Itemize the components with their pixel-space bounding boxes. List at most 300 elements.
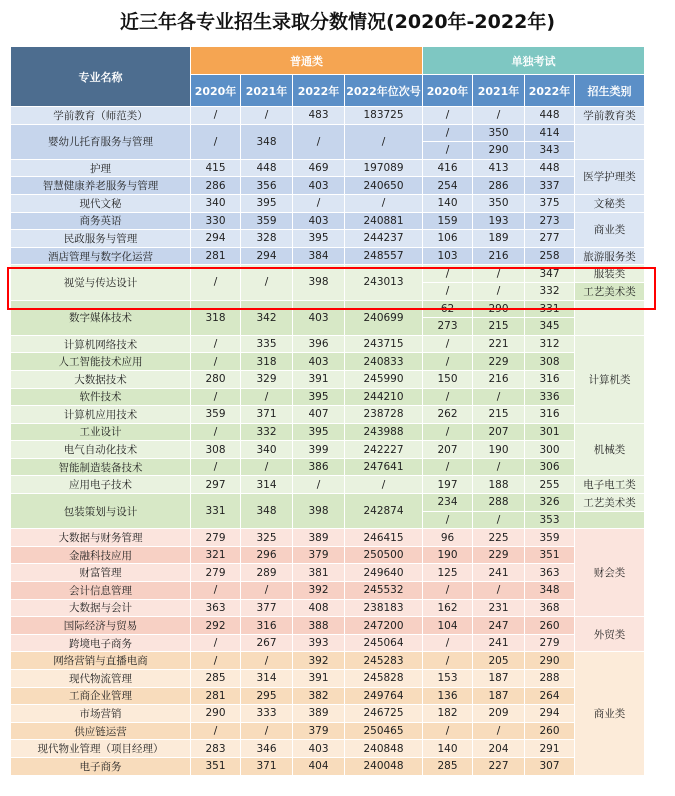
major-name: 酒店管理与数字化运营 <box>11 247 191 265</box>
general-2020: 285 <box>191 670 241 688</box>
major-name: 计算机网络技术 <box>11 335 191 353</box>
general-2021: 316 <box>241 617 293 635</box>
separate-2020: 103 <box>423 247 473 265</box>
major-name: 智慧健康养老服务与管理 <box>11 177 191 195</box>
general-2021: 348 <box>241 124 293 159</box>
general-2021: 359 <box>241 212 293 230</box>
separate-2022: 331 <box>525 300 575 318</box>
separate-2021: 229 <box>473 546 525 564</box>
table-row <box>11 335 645 353</box>
separate-2022: 301 <box>525 423 575 441</box>
table-row <box>11 652 645 670</box>
general-2021: 329 <box>241 370 293 388</box>
general-2020: 279 <box>191 564 241 582</box>
general-2020: / <box>191 634 241 652</box>
general-2021: 328 <box>241 230 293 248</box>
general-rank: 250500 <box>345 546 423 564</box>
major-name: 现代物流管理 <box>11 670 191 688</box>
header-separate-2021: 2021年 <box>473 75 525 107</box>
major-name: 现代物业管理（项目经理） <box>11 740 191 758</box>
general-2021: 289 <box>241 564 293 582</box>
general-rank: 197089 <box>345 159 423 177</box>
general-2020: 294 <box>191 230 241 248</box>
table-row <box>11 529 645 547</box>
separate-2021: 204 <box>473 740 525 758</box>
separate-2020: / <box>423 652 473 670</box>
table-row <box>11 194 645 212</box>
category-cell: 机械类 <box>575 423 645 476</box>
major-name: 软件技术 <box>11 388 191 406</box>
page-title: 近三年各专业招生录取分数情况(2020年-2022年) <box>119 11 555 33</box>
separate-2022: 375 <box>525 194 575 212</box>
header-general-2020: 2020年 <box>191 75 241 107</box>
separate-2020: 140 <box>423 194 473 212</box>
separate-2020: / <box>423 388 473 406</box>
general-rank: 244210 <box>345 388 423 406</box>
separate-2022: 277 <box>525 230 575 248</box>
separate-2022: 279 <box>525 634 575 652</box>
general-2022: 403 <box>293 300 345 335</box>
general-2022: 396 <box>293 335 345 353</box>
separate-2021: 290 <box>473 142 525 160</box>
table-row <box>11 617 645 635</box>
general-2020: 279 <box>191 529 241 547</box>
separate-2020: 285 <box>423 757 473 775</box>
separate-2022: 363 <box>525 564 575 582</box>
general-2021: 325 <box>241 529 293 547</box>
separate-2022: 316 <box>525 370 575 388</box>
general-2022: 379 <box>293 722 345 740</box>
major-name: 会计信息管理 <box>11 582 191 600</box>
major-name: 护理 <box>11 159 191 177</box>
general-2021: / <box>241 582 293 600</box>
category-cell: 计算机类 <box>575 335 645 423</box>
separate-2021: 189 <box>473 230 525 248</box>
major-name: 智能制造装备技术 <box>11 458 191 476</box>
separate-2022: 368 <box>525 599 575 617</box>
general-2022: 392 <box>293 582 345 600</box>
general-2021: 295 <box>241 687 293 705</box>
general-2020: 283 <box>191 740 241 758</box>
header-category: 招生类别 <box>575 75 645 107</box>
separate-2022: 351 <box>525 546 575 564</box>
general-2022: 395 <box>293 388 345 406</box>
separate-2020: 125 <box>423 564 473 582</box>
separate-2021: 209 <box>473 705 525 723</box>
header-separate: 单独考试 <box>423 47 645 75</box>
general-2022: / <box>293 476 345 494</box>
general-2022: 381 <box>293 564 345 582</box>
separate-2022: 326 <box>525 494 575 512</box>
general-2020: 321 <box>191 546 241 564</box>
general-2022: 398 <box>293 265 345 300</box>
table-row <box>11 177 645 195</box>
general-rank: 240048 <box>345 757 423 775</box>
general-rank: 240881 <box>345 212 423 230</box>
separate-2022: 260 <box>525 617 575 635</box>
separate-2021: 207 <box>473 423 525 441</box>
general-2020: 281 <box>191 687 241 705</box>
general-2022: 384 <box>293 247 345 265</box>
separate-2021: / <box>473 722 525 740</box>
table-row <box>11 599 645 617</box>
separate-2022: 353 <box>525 511 575 529</box>
separate-2022: 255 <box>525 476 575 494</box>
table-row <box>11 107 645 125</box>
header-rank-2022: 2022年位次号 <box>345 75 423 107</box>
table-row <box>11 423 645 441</box>
general-rank: 245532 <box>345 582 423 600</box>
general-2022: 403 <box>293 177 345 195</box>
general-2021: 267 <box>241 634 293 652</box>
table-row <box>11 458 645 476</box>
table-row <box>11 265 645 283</box>
table-row <box>11 722 645 740</box>
separate-2022: 316 <box>525 406 575 424</box>
separate-2021: 190 <box>473 441 525 459</box>
separate-2022: 347 <box>525 265 575 283</box>
table-row <box>11 370 645 388</box>
separate-2020: 234 <box>423 494 473 512</box>
general-2021: 348 <box>241 494 293 529</box>
general-2021: 340 <box>241 441 293 459</box>
general-2022: 391 <box>293 370 345 388</box>
table-row <box>11 494 645 512</box>
general-2022: / <box>293 124 345 159</box>
separate-2022: 291 <box>525 740 575 758</box>
major-name: 大数据技术 <box>11 370 191 388</box>
general-2022: 392 <box>293 652 345 670</box>
separate-2020: / <box>423 511 473 529</box>
table-row <box>11 757 645 775</box>
general-2022: 389 <box>293 529 345 547</box>
general-2021: / <box>241 722 293 740</box>
general-2020: 363 <box>191 599 241 617</box>
general-rank: 248557 <box>345 247 423 265</box>
separate-2021: 247 <box>473 617 525 635</box>
general-2021: 371 <box>241 406 293 424</box>
table-row <box>11 230 645 248</box>
separate-2021: 350 <box>473 124 525 142</box>
general-2020: 297 <box>191 476 241 494</box>
separate-2022: 332 <box>525 282 575 300</box>
general-2022: 379 <box>293 546 345 564</box>
general-rank: 249640 <box>345 564 423 582</box>
general-2020: 308 <box>191 441 241 459</box>
separate-2021: / <box>473 582 525 600</box>
header-separate-2020: 2020年 <box>423 75 473 107</box>
separate-2022: 337 <box>525 177 575 195</box>
general-rank: 243715 <box>345 335 423 353</box>
general-rank: 246725 <box>345 705 423 723</box>
separate-2021: 215 <box>473 406 525 424</box>
separate-2020: / <box>423 582 473 600</box>
separate-2022: 300 <box>525 441 575 459</box>
separate-2021: 290 <box>473 300 525 318</box>
general-rank: 238728 <box>345 406 423 424</box>
table-row <box>11 300 645 318</box>
separate-2020: / <box>423 458 473 476</box>
general-rank: 240848 <box>345 740 423 758</box>
separate-2021: 413 <box>473 159 525 177</box>
table-row <box>11 212 645 230</box>
table-row <box>11 582 645 600</box>
general-rank: 246415 <box>345 529 423 547</box>
category-cell <box>575 511 645 529</box>
separate-2021: / <box>473 107 525 125</box>
general-2020: / <box>191 265 241 300</box>
table-row <box>11 124 645 142</box>
general-rank: 243013 <box>345 265 423 300</box>
separate-2020: 254 <box>423 177 473 195</box>
separate-2020: / <box>423 265 473 283</box>
separate-2021: / <box>473 388 525 406</box>
separate-2020: / <box>423 107 473 125</box>
header-general-2021: 2021年 <box>241 75 293 107</box>
category-cell: 商业类 <box>575 652 645 775</box>
separate-2020: 106 <box>423 230 473 248</box>
separate-2020: 150 <box>423 370 473 388</box>
separate-2020: 104 <box>423 617 473 635</box>
general-2021: 335 <box>241 335 293 353</box>
general-2022: 399 <box>293 441 345 459</box>
separate-2020: / <box>423 124 473 142</box>
general-2022: 483 <box>293 107 345 125</box>
general-2021: 296 <box>241 546 293 564</box>
separate-2020: 153 <box>423 670 473 688</box>
general-2020: 281 <box>191 247 241 265</box>
separate-2021: 187 <box>473 670 525 688</box>
separate-2021: 187 <box>473 687 525 705</box>
separate-2022: 288 <box>525 670 575 688</box>
header-general-2022: 2022年 <box>293 75 345 107</box>
general-2020: 292 <box>191 617 241 635</box>
general-2020: 359 <box>191 406 241 424</box>
separate-2020: 262 <box>423 406 473 424</box>
separate-2020: 197 <box>423 476 473 494</box>
major-name: 跨境电子商务 <box>11 634 191 652</box>
separate-2021: 286 <box>473 177 525 195</box>
general-2022: 393 <box>293 634 345 652</box>
table-row <box>11 159 645 177</box>
table-row <box>11 740 645 758</box>
header-major: 专业名称 <box>11 47 191 107</box>
separate-2022: 260 <box>525 722 575 740</box>
general-2020: / <box>191 423 241 441</box>
major-name: 网络营销与直播电商 <box>11 652 191 670</box>
separate-2021: / <box>473 511 525 529</box>
separate-2021: / <box>473 282 525 300</box>
general-2022: 386 <box>293 458 345 476</box>
separate-2021: / <box>473 265 525 283</box>
general-2022: 395 <box>293 230 345 248</box>
general-2021: / <box>241 652 293 670</box>
category-cell: 商业类 <box>575 212 645 247</box>
table-row <box>11 687 645 705</box>
general-rank: 240699 <box>345 300 423 335</box>
separate-2020: 207 <box>423 441 473 459</box>
general-rank: 183725 <box>345 107 423 125</box>
major-name: 人工智能技术应用 <box>11 353 191 371</box>
separate-2021: 241 <box>473 634 525 652</box>
general-2021: / <box>241 388 293 406</box>
general-2020: 351 <box>191 757 241 775</box>
major-name: 计算机应用技术 <box>11 406 191 424</box>
separate-2022: 312 <box>525 335 575 353</box>
separate-2020: 416 <box>423 159 473 177</box>
general-rank: 240650 <box>345 177 423 195</box>
category-cell: 工艺美术类 <box>575 494 645 512</box>
separate-2022: 273 <box>525 212 575 230</box>
general-2020: / <box>191 107 241 125</box>
general-rank: 245990 <box>345 370 423 388</box>
general-2022: 395 <box>293 423 345 441</box>
general-2021: 318 <box>241 353 293 371</box>
separate-2022: 308 <box>525 353 575 371</box>
separate-2022: 345 <box>525 318 575 336</box>
general-rank: 245283 <box>345 652 423 670</box>
general-2021: 333 <box>241 705 293 723</box>
separate-2021: 227 <box>473 757 525 775</box>
separate-2020: 190 <box>423 546 473 564</box>
general-2020: / <box>191 722 241 740</box>
major-name: 应用电子技术 <box>11 476 191 494</box>
separate-2022: 448 <box>525 159 575 177</box>
separate-2022: 306 <box>525 458 575 476</box>
general-2022: 404 <box>293 757 345 775</box>
general-rank: / <box>345 124 423 159</box>
general-2022: 382 <box>293 687 345 705</box>
general-rank: 247641 <box>345 458 423 476</box>
separate-2020: 182 <box>423 705 473 723</box>
separate-2020: / <box>423 722 473 740</box>
general-2021: 377 <box>241 599 293 617</box>
general-2022: 469 <box>293 159 345 177</box>
separate-2022: 348 <box>525 582 575 600</box>
separate-2021: 193 <box>473 212 525 230</box>
separate-2021: 215 <box>473 318 525 336</box>
separate-2022: 290 <box>525 652 575 670</box>
general-2021: 314 <box>241 670 293 688</box>
general-2020: 290 <box>191 705 241 723</box>
separate-2022: 336 <box>525 388 575 406</box>
separate-2020: / <box>423 353 473 371</box>
major-name: 供应链运营 <box>11 722 191 740</box>
general-rank: 245828 <box>345 670 423 688</box>
general-2022: 403 <box>293 740 345 758</box>
table-row <box>11 353 645 371</box>
general-2021: 332 <box>241 423 293 441</box>
separate-2022: 307 <box>525 757 575 775</box>
table-body <box>11 107 645 776</box>
header-separate-2022: 2022年 <box>525 75 575 107</box>
general-rank: 244237 <box>345 230 423 248</box>
general-2020: 330 <box>191 212 241 230</box>
category-cell: 服装类 <box>575 265 645 283</box>
general-2021: / <box>241 458 293 476</box>
separate-2022: 414 <box>525 124 575 142</box>
table-row <box>11 476 645 494</box>
major-name: 学前教育（师范类） <box>11 107 191 125</box>
separate-2022: 343 <box>525 142 575 160</box>
general-2021: 294 <box>241 247 293 265</box>
general-2020: / <box>191 353 241 371</box>
general-2021: / <box>241 107 293 125</box>
category-cell: 旅游服务类 <box>575 247 645 265</box>
separate-2021: 216 <box>473 247 525 265</box>
general-2020: 331 <box>191 494 241 529</box>
category-cell: 文秘类 <box>575 194 645 212</box>
separate-2020: / <box>423 142 473 160</box>
separate-2020: 62 <box>423 300 473 318</box>
separate-2020: 140 <box>423 740 473 758</box>
separate-2021: 188 <box>473 476 525 494</box>
separate-2020: / <box>423 282 473 300</box>
separate-2020: / <box>423 423 473 441</box>
general-2020: / <box>191 124 241 159</box>
table-row <box>11 634 645 652</box>
category-cell: 财会类 <box>575 529 645 617</box>
major-name: 国际经济与贸易 <box>11 617 191 635</box>
general-2022: 403 <box>293 212 345 230</box>
general-2022: 388 <box>293 617 345 635</box>
major-name: 财富管理 <box>11 564 191 582</box>
category-cell: 医学护理类 <box>575 159 645 194</box>
major-name: 金融科技应用 <box>11 546 191 564</box>
category-cell <box>575 124 645 159</box>
general-2022: 407 <box>293 406 345 424</box>
admission-score-table <box>10 46 645 776</box>
separate-2020: / <box>423 634 473 652</box>
separate-2022: 294 <box>525 705 575 723</box>
general-2020: 415 <box>191 159 241 177</box>
separate-2022: 264 <box>525 687 575 705</box>
general-rank: 249764 <box>345 687 423 705</box>
major-name: 商务英语 <box>11 212 191 230</box>
general-rank: 243988 <box>345 423 423 441</box>
major-name: 视觉与传达设计 <box>11 265 191 300</box>
major-name: 大数据与会计 <box>11 599 191 617</box>
separate-2020: 136 <box>423 687 473 705</box>
major-name: 电子商务 <box>11 757 191 775</box>
separate-2021: 221 <box>473 335 525 353</box>
general-2021: 448 <box>241 159 293 177</box>
separate-2020: 162 <box>423 599 473 617</box>
general-2020: / <box>191 388 241 406</box>
general-2020: 280 <box>191 370 241 388</box>
major-name: 市场营销 <box>11 705 191 723</box>
separate-2022: 359 <box>525 529 575 547</box>
general-rank: 242227 <box>345 441 423 459</box>
general-2021: 342 <box>241 300 293 335</box>
separate-2021: 225 <box>473 529 525 547</box>
major-name: 数字媒体技术 <box>11 300 191 335</box>
general-2021: / <box>241 265 293 300</box>
separate-2020: 96 <box>423 529 473 547</box>
major-name: 工业设计 <box>11 423 191 441</box>
general-2021: 346 <box>241 740 293 758</box>
table-row <box>11 546 645 564</box>
major-name: 民政服务与管理 <box>11 230 191 248</box>
category-cell: 外贸类 <box>575 617 645 652</box>
general-rank: 238183 <box>345 599 423 617</box>
separate-2021: 241 <box>473 564 525 582</box>
general-2020: 340 <box>191 194 241 212</box>
general-2021: 356 <box>241 177 293 195</box>
separate-2021: 231 <box>473 599 525 617</box>
major-name: 包装策划与设计 <box>11 494 191 529</box>
general-2020: / <box>191 458 241 476</box>
